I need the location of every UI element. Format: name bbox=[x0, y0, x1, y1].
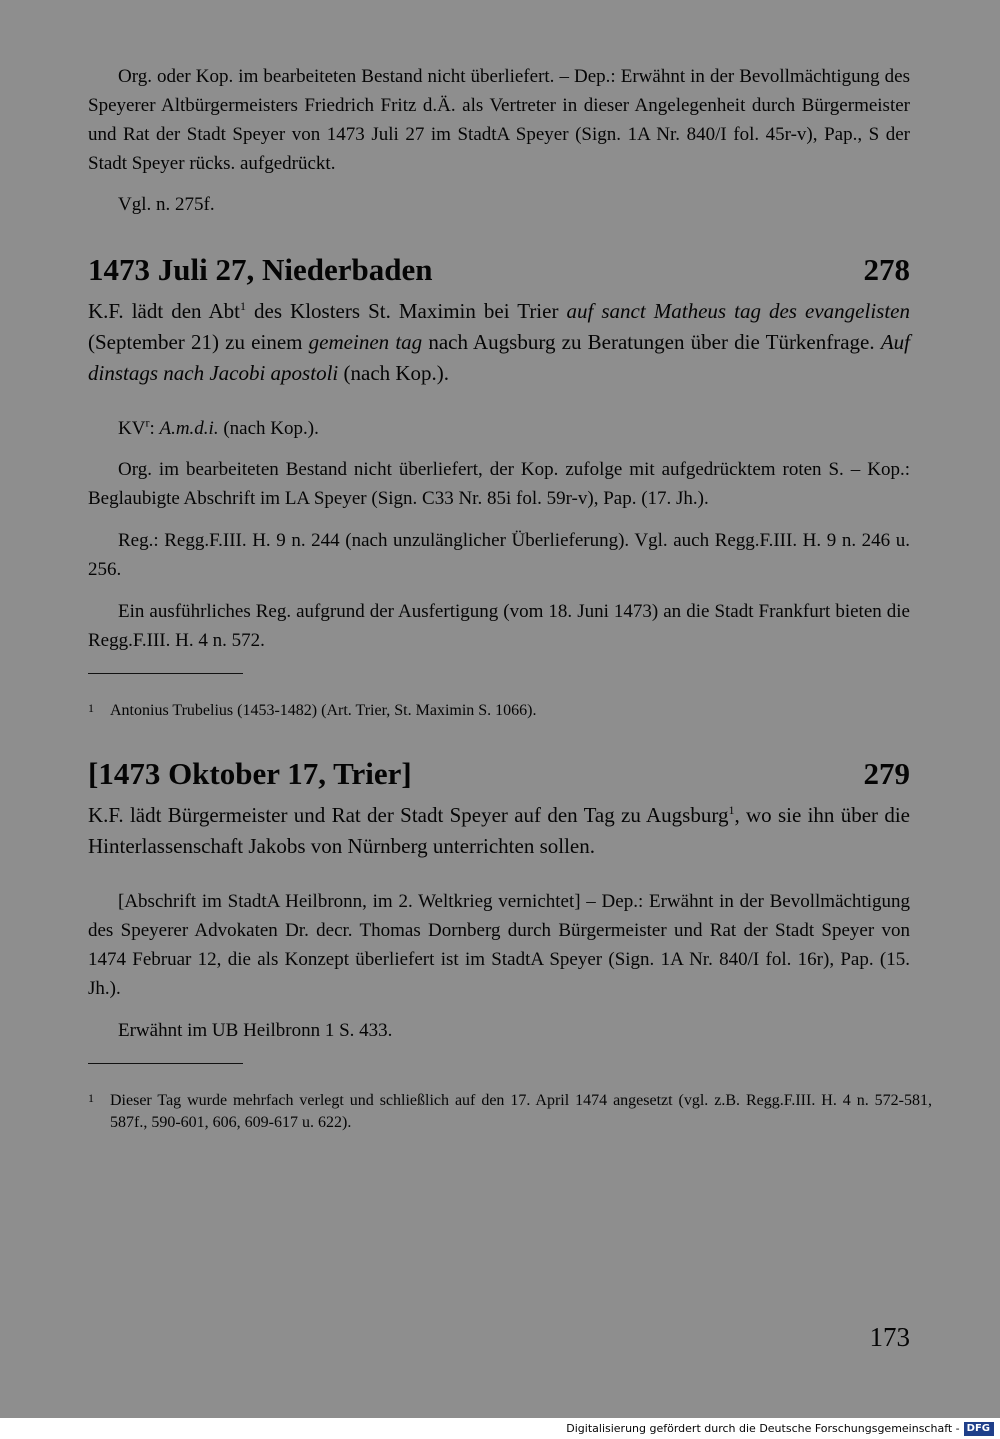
paragraph-dep-speyer: Org. oder Kop. im bearbeiteten Bestand nicht überliefert. – Dep.: Erwähnt in der Bevollmächtigung des Speyerer Altbürgermeisters Friedrich Fritz d.Ä. als Vertreter in dieser Angelegenheit durch Bürgermeister und Rat der Stadt Speyer von 1473 Juli 27 im StadtA Speyer (Sign. 1A Nr. 840/I fol. 45r-v), Pap., S der Stadt Speyer rücks. aufgedrückt. bbox=[88, 66, 910, 174]
quote-italic: Auf dinstags nach Jacobi apostoli bbox=[88, 330, 910, 385]
superscript: r bbox=[145, 415, 150, 430]
footnote-rule bbox=[88, 673, 243, 674]
text-run: , wo sie ihn über die Hinterlassenschaft Jakobs von Nürnberg unterrichten sollen. bbox=[88, 803, 910, 858]
quote-italic: A.m.d.i. bbox=[159, 418, 219, 439]
text-run: : bbox=[149, 418, 160, 439]
paragraph-reg: Reg.: Regg.F.III. H. 9 n. 244 (nach unzulänglicher Überlieferung). Vgl. auch Regg.F.III. H. 9 n. 246 u. 256. bbox=[88, 530, 910, 580]
text-run: (nach Kop.). bbox=[218, 418, 319, 439]
footnote-278 bbox=[88, 700, 932, 722]
text-run: (nach Kop.). bbox=[338, 361, 450, 385]
entry-number: 278 bbox=[863, 252, 910, 287]
footnote-mark: 1 bbox=[88, 1091, 94, 1105]
entry-heading-279 bbox=[88, 756, 910, 792]
dfg-logo-icon: DFG bbox=[964, 1422, 994, 1436]
entry-number: 279 bbox=[863, 756, 910, 791]
footnote-mark: 1 bbox=[88, 701, 94, 715]
text-run: K.F. lädt den Abt bbox=[88, 299, 240, 323]
footer-text: Digitalisierung gefördert durch die Deutsche Forschungsgemeinschaft - bbox=[566, 1422, 960, 1435]
entry-heading-278 bbox=[88, 252, 910, 288]
page-number: 173 bbox=[869, 1322, 910, 1352]
digitization-footer bbox=[0, 1418, 1000, 1439]
footnote-text: Antonius Trubelius (1453-1482) (Art. Trier, St. Maximin S. 1066). bbox=[110, 702, 537, 719]
paragraph-kv bbox=[88, 414, 910, 443]
entry-summary-279 bbox=[88, 800, 910, 862]
paragraph-abschrift: [Abschrift im StadtA Heilbronn, im 2. Weltkrieg vernichtet] – Dep.: Erwähnt in der Bevollmächtigung des Speyerer Advokaten Dr. decr. Thomas Dornberg durch Bürgermeister und Rat der Stadt Speyer von 1474 Februar 12, die als Konzept überliefert ist im StadtA Speyer (Sign. 1A Nr. 840/I fol. 16r), Pap. (15. Jh.). bbox=[88, 891, 910, 999]
paragraph-vgl: Vgl. n. 275f. bbox=[118, 194, 215, 215]
footnote-ref: 1 bbox=[239, 299, 246, 313]
entry-title: 1473 Juli 27, Niederbaden bbox=[88, 252, 433, 287]
quote-italic: auf sanct Matheus tag des evangelisten bbox=[566, 299, 910, 323]
text-run: nach Augsburg zu Beratungen über die Türkenfrage. bbox=[422, 330, 881, 354]
entry-summary-278 bbox=[88, 296, 910, 389]
quote-italic: gemeinen tag bbox=[308, 330, 423, 354]
footnote-rule bbox=[88, 1063, 243, 1064]
footnote-ref: 1 bbox=[728, 803, 735, 817]
text-run: KV bbox=[118, 418, 146, 439]
text-run: (September 21) zu einem bbox=[88, 330, 309, 354]
entry-title: [1473 Oktober 17, Trier] bbox=[88, 756, 412, 791]
text-run: K.F. lädt Bürgermeister und Rat der Stadt Speyer auf den Tag zu Augsburg bbox=[88, 803, 729, 827]
footnote-text: Dieser Tag wurde mehrfach verlegt und schließlich auf den 17. April 1474 angesetzt (vgl. z.B. Regg.F.III. H. 4 n. 572-581, 587f., 590-601, 606, 609-617 u. 622). bbox=[110, 1092, 932, 1131]
paragraph-erwaehnt: Erwähnt im UB Heilbronn 1 S. 433. bbox=[118, 1020, 393, 1041]
paragraph-ausfuehrlich: Ein ausführliches Reg. aufgrund der Ausfertigung (vom 18. Juni 1473) an die Stadt Frankfurt bieten die Regg.F.III. H. 4 n. 572. bbox=[88, 601, 910, 651]
footnote-279 bbox=[88, 1090, 932, 1134]
paragraph-org-kop: Org. im bearbeiteten Bestand nicht überliefert, der Kop. zufolge mit aufgedrücktem roten S. – Kop.: Beglaubigte Abschrift im LA Speyer (Sign. C33 Nr. 85i fol. 59r-v), Pap. (17. Jh.). bbox=[88, 459, 910, 509]
text-run: des Klosters St. Maximin bei Trier bbox=[245, 299, 567, 323]
